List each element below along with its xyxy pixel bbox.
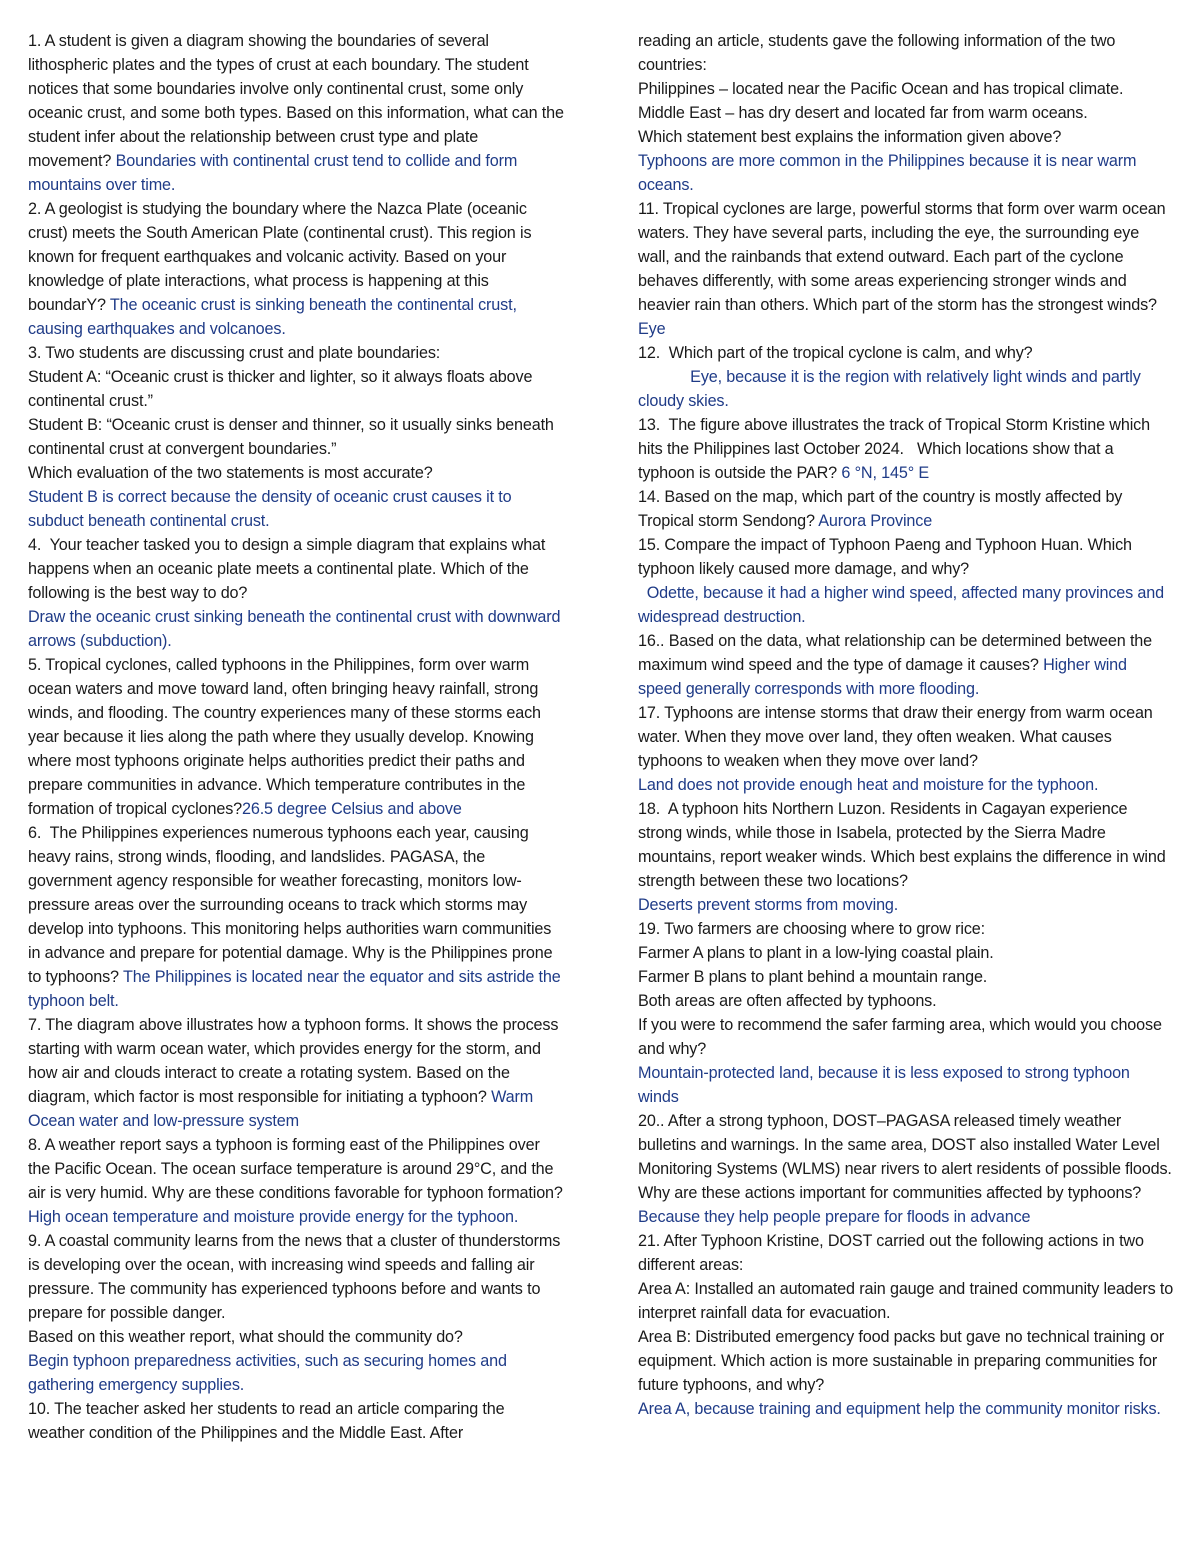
question-text: 1. A student is given a diagram showing the boundaries of several lithospheric plates and the types of crust at each boundary. The student notices that some boundaries involve only continental crust, some only oceanic crust, and some both types. Based on this information, what can the student infer about the relationship between crust type and plate movement? [28,32,569,170]
answer-text: Warm Ocean water and low-pressure system [28,1088,538,1130]
question-text: 21. After Typhoon Kristine, DOST carried out the following actions in two different areas: Area A: Installed an automated rain gauge and trained community leaders to interpret rainfall data for evacuation. Area B: Distributed emergency food packs but gave no technical training or equipment. Which action is more sustainable in preparing communities for future typhoons, and why? [638,1232,1174,1394]
question-item [638,917,1174,1109]
question-item [638,341,1174,413]
question-text: 8. A weather report says a typhoon is forming east of the Philippines over the Pacific Ocean. The ocean surface temperature is around 29°C, and the air is very humid. Why are these conditions favorable for typhoon formation? [28,1136,568,1202]
question-text: 2. A geologist is studying the boundary where the Nazca Plate (oceanic crust) meets the South American Plate (continental crust). This region is known for frequent earthquakes and volcanic activity. Based on your knowledge of plate interactions, what process is happening at this boundarY? [28,200,536,314]
question-text: 9. A coastal community learns from the news that a cluster of thunderstorms is developing over the ocean, with increasing wind speeds and falling air pressure. The community has experienced typhoons before and wants to prepare for possible danger. Based on this weather report, what should the community do? [28,1232,561,1346]
question-item [638,485,1174,533]
question-item [28,197,564,341]
question-item [638,797,1174,917]
question-item [28,1397,564,1445]
question-item [28,821,564,1013]
question-text: 12. Which part of the tropical cyclone is calm, and why? [638,344,1033,362]
question-item [638,1229,1174,1421]
right-column [638,29,1174,1553]
answer-text: 6 °N, 145° E [841,464,930,482]
question-text: 19. Two farmers are choosing where to grow rice: Farmer A plans to plant in a low-lying coastal plain. Farmer B plans to plant behind a mountain range. Both areas are often affected by typhoons. If you were to recommend the safer farming area, which would you choose and why? [638,920,1162,1058]
answer-text: Eye [638,320,666,338]
answer-text: Odette, because it had a higher wind speed, affected many provinces and widespread destruction. [638,584,1169,626]
answer-text: Higher wind speed generally corresponds with more flooding. [638,656,1132,698]
answer-text: Deserts prevent storms from moving. [638,896,899,914]
answer-text: Student B is correct because the density of oceanic crust causes it to subduct beneath continental crust. [28,488,516,530]
question-text: 18. A typhoon hits Northern Luzon. Residents in Cagayan experience strong winds, while those in Isabela, protected by the Sierra Madre mountains, report weaker winds. Which best explains the difference in wind strength between these two locations? [638,800,1166,890]
question-text: 5. Tropical cyclones, called typhoons in the Philippines, form over warm ocean waters and move toward land, often bringing heavy rainfall, strong winds, and flooding. The country experiences many of these storms each year because it lies along the path where they usually develop. Knowing where most typhoons originate helps authorities predict their paths and prepare communities in advance. Which temperature contributes in the formation of tropical cyclones? [28,656,546,818]
answer-text: The oceanic crust is sinking beneath the continental crust, causing earthquakes and volcanoes. [28,296,522,338]
question-item [638,413,1174,485]
question-text: 17. Typhoons are intense storms that draw their energy from warm ocean water. When they move over land, they often weaken. What causes typhoons to weaken when they move over land? [638,704,1153,770]
question-text: 10. The teacher asked her students to read an article comparing the weather condition of the Philippines and the Middle East. After [28,1400,509,1442]
question-item [638,533,1174,629]
question-item [28,653,564,821]
answer-text: Area A, because training and equipment help the community monitor risks. [638,1400,1161,1418]
question-item [638,197,1174,341]
question-item [638,701,1174,797]
answer-text: Begin typhoon preparedness activities, such as securing homes and gathering emergency supplies. [28,1352,512,1394]
answer-text: Draw the oceanic crust sinking beneath the continental crust with downward arrows (subduction). [28,608,565,650]
answer-text: Mountain-protected land, because it is less exposed to strong typhoon winds [638,1064,1135,1106]
answer-text: High ocean temperature and moisture provide energy for the typhoon. [28,1208,519,1226]
question-item [28,341,564,533]
answer-text: Typhoons are more common in the Philippines because it is near warm oceans. [638,152,1141,194]
question-text: 15. Compare the impact of Typhoon Paeng and Typhoon Huan. Which typhoon likely caused more damage, and why? [638,536,1132,578]
answer-text: Eye, because it is the region with relatively light winds and partly cloudy skies. [638,368,1146,410]
question-item [28,1133,568,1229]
question-item [28,1229,564,1397]
question-item [638,629,1174,701]
answer-text: Land does not provide enough heat and moisture for the typhoon. [638,776,1099,794]
question-item [28,533,564,653]
question-item [638,29,1174,197]
question-item [28,29,569,197]
question-text: 13. The figure above illustrates the track of Tropical Storm Kristine which hits the Philippines last October 2024. Which locations show that a typhoon is outside the PAR? [638,416,1155,482]
answer-text: Because they help people prepare for floods in advance [638,1208,1031,1226]
question-item [638,1109,1174,1229]
question-text: 3. Two students are discussing crust and plate boundaries: Student A: “Oceanic crust is thicker and lighter, so it always floats above continental crust.” Student B: “Oceanic crust is denser and thinner, so it usually sinks beneath continental crust at convergent boundaries.” Which evaluation of the two statements is most accurate? [28,344,554,482]
question-text: 14. Based on the map, which part of the country is mostly affected by Tropical storm Sendong? [638,488,1127,530]
answer-text: 26.5 degree Celsius and above [241,800,462,818]
question-text: 16.. Based on the data, what relationship can be determined between the maximum wind speed and the type of damage it causes? [638,632,1157,674]
question-text: 6. The Philippines experiences numerous typhoons each year, causing heavy rains, strong winds, flooding, and landslides. PAGASA, the government agency responsible for weather forecasting, monitors low-pressure areas over the surrounding oceans to track which storms may develop into typhoons. This monitoring helps authorities warn communities in advance and prepare for potential damage. Why is the Philippines prone to typhoons? [28,824,557,986]
question-text: 4. Your teacher tasked you to design a simple diagram that explains what happens when an oceanic plate meets a continental plate. Which of the following is the best way to do? [28,536,546,602]
question-text: reading an article, students gave the following information of the two countries: Philippines – located near the Pacific Ocean and has tropical climate. Middle East – has dry desert and located far from warm oceans. Which statement best explains the information given above? [638,32,1124,146]
question-text: 11. Tropical cyclones are large, powerful storms that form over warm ocean waters. They have several parts, including the eye, the surrounding eye wall, and the rainbands that extend outward. Each part of the cyclone behaves differently, with some areas experiencing stronger winds and heavier rain than others. Which part of the storm has the strongest winds? [638,200,1170,314]
question-text: 20.. After a strong typhoon, DOST–PAGASA released timely weather bulletins and warnings. In the same area, DOST also installed Water Level Monitoring Systems (WLMS) near rivers to alert residents of possible floods. Why are these actions important for communities affected by typhoons? [638,1112,1172,1202]
left-column [28,29,569,1553]
answer-text: Aurora Province [818,512,933,530]
question-text: 7. The diagram above illustrates how a typhoon forms. It shows the process starting with warm ocean water, which provides energy for the storm, and how air and clouds interact to create a rotating system. Based on the diagram, which factor is most responsible for initiating a typhoon? [28,1016,563,1106]
question-item [28,1013,564,1133]
answer-text: The Philippines is located near the equator and sits astride the typhoon belt. [28,968,565,1010]
answer-text: Boundaries with continental crust tend to collide and form mountains over time. [28,152,522,194]
